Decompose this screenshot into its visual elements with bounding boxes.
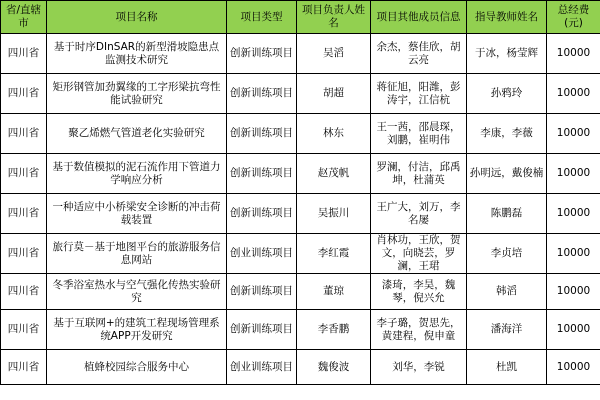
cell-advisor-name: 潘海洋	[467, 310, 547, 350]
cell-advisor-name: 陈鹏磊	[467, 194, 547, 234]
cell-other-members: 王广大，刘万，李名屡	[371, 194, 467, 234]
cell-province: 四川省	[1, 194, 47, 234]
cell-total-funding: 10000	[547, 274, 600, 310]
cell-province: 四川省	[1, 274, 47, 310]
cell-project-type: 创新训练项目	[227, 194, 297, 234]
cell-other-members: 罗澜，付洁，邱禹坤，杜蒲英	[371, 154, 467, 194]
cell-advisor-name: 于冰，杨莹辉	[467, 34, 547, 74]
cell-advisor-name: 孙明远，戴俊楠	[467, 154, 547, 194]
table-row	[1, 34, 600, 74]
cell-project-name: 旅行莫－基于地图平台的旅游服务信息网站	[47, 234, 227, 274]
cell-project-name: 基于互联网+的建筑工程现场管理系统APP开发研究	[47, 310, 227, 350]
cell-leader-name: 魏俊波	[297, 350, 371, 385]
cell-advisor-name: 韩滔	[467, 274, 547, 310]
table-row	[1, 114, 600, 154]
header-project-name: 项目名称	[47, 1, 227, 34]
table-row	[1, 234, 600, 274]
cell-project-type: 创新训练项目	[227, 274, 297, 310]
cell-leader-name: 胡超	[297, 74, 371, 114]
cell-total-funding: 10000	[547, 74, 600, 114]
cell-project-type: 创新训练项目	[227, 114, 297, 154]
cell-province: 四川省	[1, 234, 47, 274]
cell-total-funding: 10000	[547, 114, 600, 154]
table-row	[1, 74, 600, 114]
header-project-type: 项目类型	[227, 1, 297, 34]
cell-province: 四川省	[1, 114, 47, 154]
cell-other-members: 王一茜，邵晨琛，刘鹏，崔明伟	[371, 114, 467, 154]
cell-advisor-name: 李康，李薇	[467, 114, 547, 154]
header-total-funding: 总经费(元)	[547, 1, 600, 34]
cell-province: 四川省	[1, 310, 47, 350]
cell-other-members: 余杰，蔡佳欣，胡云亮	[371, 34, 467, 74]
cell-total-funding: 10000	[547, 154, 600, 194]
cell-leader-name: 赵茂帆	[297, 154, 371, 194]
cell-project-type: 创业训练项目	[227, 234, 297, 274]
cell-advisor-name: 孙鸦玲	[467, 74, 547, 114]
header-province: 省/直辖市	[1, 1, 47, 34]
cell-project-name: 基于时序DInSAR的新型滑坡隐患点监测技术研究	[47, 34, 227, 74]
cell-leader-name: 林东	[297, 114, 371, 154]
cell-other-members: 肖林功，王欣，贺文，向晓芸，罗澜，王珺	[371, 234, 467, 274]
cell-project-name: 植蜂校园综合服务中心	[47, 350, 227, 385]
cell-leader-name: 吴振川	[297, 194, 371, 234]
cell-province: 四川省	[1, 74, 47, 114]
table-row	[1, 274, 600, 310]
table-row	[1, 350, 600, 385]
cell-project-name: 基于数值模拟的泥石流作用下管道力学响应分析	[47, 154, 227, 194]
header-leader-name: 项目负责人姓名	[297, 1, 371, 34]
cell-advisor-name: 杜凯	[467, 350, 547, 385]
cell-other-members: 漆琦，李昊，魏琴，倪兴允	[371, 274, 467, 310]
cell-total-funding: 10000	[547, 34, 600, 74]
table-header-row	[1, 1, 600, 34]
cell-project-type: 创新训练项目	[227, 154, 297, 194]
cell-total-funding: 10000	[547, 194, 600, 234]
cell-advisor-name: 李贞培	[467, 234, 547, 274]
cell-province: 四川省	[1, 350, 47, 385]
cell-project-name: 冬季浴室热水与空气强化传热实验研究	[47, 274, 227, 310]
table-row	[1, 194, 600, 234]
cell-other-members: 刘华，李锐	[371, 350, 467, 385]
cell-project-type: 创新训练项目	[227, 310, 297, 350]
cell-province: 四川省	[1, 34, 47, 74]
cell-project-name: 一种适应中小桥梁安全诊断的冲击荷载装置	[47, 194, 227, 234]
cell-project-name: 聚乙烯燃气管道老化实验研究	[47, 114, 227, 154]
cell-leader-name: 李香鹏	[297, 310, 371, 350]
cell-project-type: 创新训练项目	[227, 34, 297, 74]
cell-total-funding: 10000	[547, 350, 600, 385]
cell-project-name: 矩形钢管加劲翼缘的工字形梁抗弯性能试验研究	[47, 74, 227, 114]
cell-other-members: 蒋征旭，阳潍，彭涛宇，江信杭	[371, 74, 467, 114]
cell-project-type: 创新训练项目	[227, 74, 297, 114]
header-advisor-name: 指导教师姓名	[467, 1, 547, 34]
cell-leader-name: 李红霞	[297, 234, 371, 274]
cell-leader-name: 吴滔	[297, 34, 371, 74]
cell-project-type: 创业训练项目	[227, 350, 297, 385]
cell-total-funding: 10000	[547, 234, 600, 274]
cell-province: 四川省	[1, 154, 47, 194]
cell-total-funding: 10000	[547, 310, 600, 350]
table-row	[1, 310, 600, 350]
cell-leader-name: 董琼	[297, 274, 371, 310]
header-other-members: 项目其他成员信息	[371, 1, 467, 34]
cell-other-members: 李子璐，贺思先，黄建程，倪申童	[371, 310, 467, 350]
table-row	[1, 154, 600, 194]
